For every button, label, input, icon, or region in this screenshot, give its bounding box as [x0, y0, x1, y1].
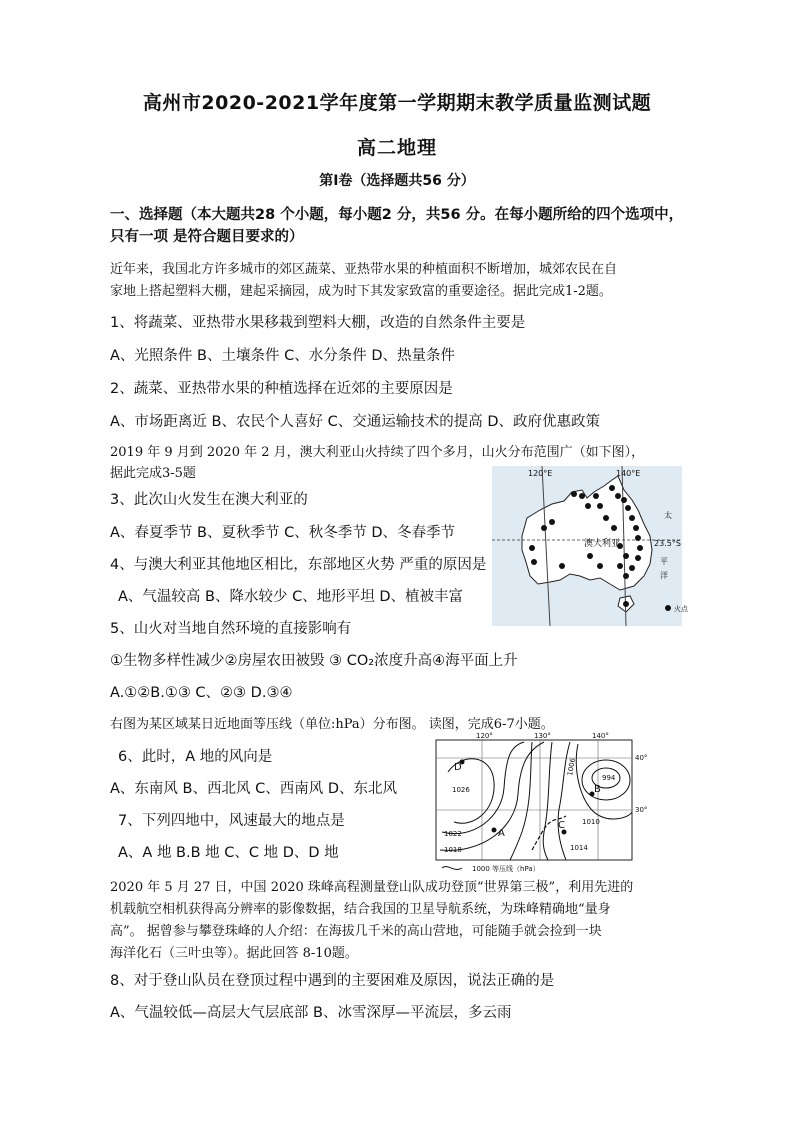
isobar-lon-130: 130° [534, 732, 551, 740]
isobar-value-1022: 1022 [444, 830, 462, 838]
material4-line2: 机载航空相机获得高分辨率的影像数据，结合我国的卫星导航系统，为珠峰精确地“量身 [110, 902, 611, 917]
q5-items: ①生物多样性减少②房屋农田被毁 ③ CO₂浓度升高④海平面上升 [110, 653, 518, 669]
map-country-label: 澳大利亚 [584, 539, 621, 549]
material1-line2: 家地上搭起塑料大棚，建起采摘园，成为时下其发家致富的重要途径。据此完成1-2题。 [110, 284, 612, 299]
isobar-point-c: C [558, 820, 565, 831]
isobar-value-1006: 1006 [566, 757, 578, 777]
isobar-value-1010: 1010 [582, 818, 600, 826]
map-lon-120: 120°E [528, 469, 553, 478]
q2-stem: 2、蔬菜、亚热带水果的种植选择在近郊的主要原因是 [110, 381, 453, 397]
q7-options: A、A 地 B.B 地 C、C 地 D、D 地 [118, 845, 339, 861]
q8-stem: 8、对于登山队员在登顶过程中遇到的主要困难及原因，说法正确的是 [110, 973, 555, 989]
material2-line1: 2019 年 9 月到 2020 年 2 月，澳大利亚山火持续了四个多月，山火分布范围广（如下图）， [110, 445, 645, 460]
section-heading-line1: 一、选择题（本大题共28 个小题，每小题2 分，共56 分。在每小题所给的四个选项中， [110, 207, 684, 223]
part-title: 第Ⅰ卷（选择题共56 分） [319, 173, 475, 189]
q6-options: A、东南风 B、西北风 C、西南风 D、东北风 [110, 781, 397, 797]
isobar-lon-140: 140° [592, 732, 609, 740]
map-legend-label: 火点 [674, 605, 688, 613]
material4-line3: 高”。 据曾参与攀登珠峰的人介绍：在海拔几千米的高山营地，可能随手就会捡到一块 [110, 924, 602, 939]
q5-options: A.①②B.①③ C、②③ D.③④ [110, 685, 293, 701]
q4-stem: 4、与澳大利亚其他地区相比，东部地区火势 严重的原因是 [110, 557, 487, 573]
material3-line1: 右图为某区域某日近地面等压线（单位:hPa）分布图。 读图，完成6-7小题。 [110, 717, 554, 732]
q8-options: A、气温较低—高层大气层底部 B、冰雪深厚—平流层，多云雨 [110, 1005, 512, 1021]
isobar-point-b: B [594, 784, 601, 795]
isobar-point-a: A [498, 828, 505, 839]
isobar-map [432, 732, 654, 874]
isobar-point-d: D [454, 762, 462, 773]
material4-line4: 海洋化石（三叶虫等）。据此回答 8-10题。 [110, 946, 358, 961]
q4-options: A、气温较高 B、降水较少 C、地形平坦 D、植被丰富 [118, 589, 463, 605]
material4-line1: 2020 年 5 月 27 日，中国 2020 珠峰高程测量登山队成功登顶“世界第三极”，利用先进的 [110, 880, 634, 895]
map-sea-label: 太 [664, 511, 672, 520]
q3-options: A、春夏季节 B、夏秋季节 C、秋冬季节 D、冬春季节 [110, 525, 455, 541]
australia-fire-map [492, 466, 688, 626]
material1-line1: 近年来，我国北方许多城市的郊区蔬菜、亚热带水果的种植面积不断增加，城郊农民在自 [110, 262, 618, 277]
q1-stem: 1、将蔬菜、亚热带水果移栽到塑料大棚，改造的自然条件主要是 [110, 315, 526, 331]
isobar-lat-40: 40° [635, 754, 648, 762]
svg-text:平: 平 [660, 557, 668, 566]
map-lon-140: 140°E [616, 469, 641, 478]
q7-stem: 7、下列四地中，风速最大的地点是 [118, 813, 345, 829]
svg-text:洋: 洋 [660, 571, 668, 580]
material2-line2: 据此完成3-5题 [110, 466, 196, 481]
q1-options: A、光照条件 B、土壤条件 C、水分条件 D、热量条件 [110, 348, 455, 364]
section-heading-line2: 只有一项 是符合题目要求的） [110, 229, 304, 245]
isobar-legend: 1000 等压线（hPa） [472, 865, 540, 873]
isobar-lon-120: 120° [476, 732, 493, 740]
isobar-value-994: 994 [602, 774, 616, 782]
map-tropic-label: 23.5°S [654, 539, 681, 548]
exam-title: 高州市2020-2021学年度第一学期期末教学质量监测试题 [142, 92, 652, 114]
q6-stem: 6、此时，A 地的风向是 [118, 749, 273, 765]
subject-title: 高二地理 [356, 137, 437, 159]
isobar-value-1018: 1018 [444, 846, 462, 854]
q3-stem: 3、此次山火发生在澳大利亚的 [110, 492, 308, 508]
isobar-lat-30: 30° [635, 806, 648, 814]
q5-stem: 5、山火对当地自然环境的直接影响有 [110, 621, 352, 637]
isobar-value-1014: 1014 [570, 844, 588, 852]
q2-options: A、市场距离近 B、农民个人喜好 C、交通运输技术的提高 D、政府优惠政策 [110, 414, 600, 430]
isobar-value-1026: 1026 [452, 786, 470, 794]
